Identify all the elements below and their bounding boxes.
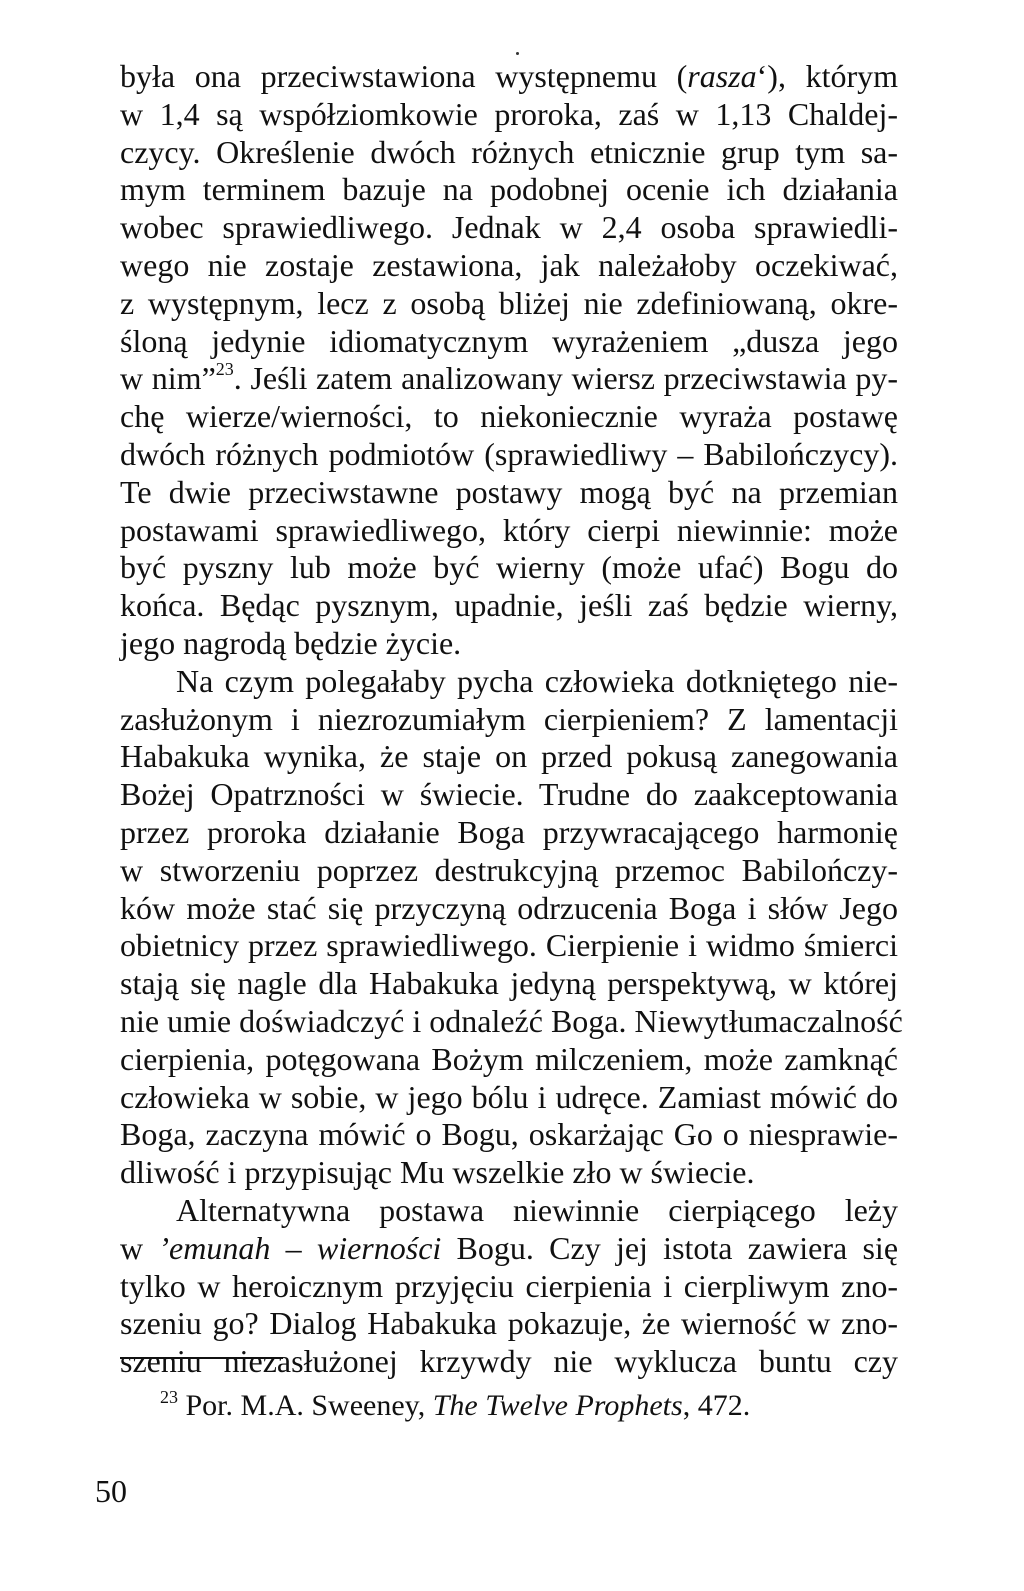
text-line: stają się nagle dla Habakuka jedyną perspektywą, w której	[120, 965, 898, 1002]
footnote	[160, 1388, 750, 1424]
print-speck	[516, 52, 519, 55]
text-line: człowieka w sobie, w jego bólu i udręce. Zamiast mówić do	[120, 1078, 898, 1115]
body-text	[120, 58, 903, 1381]
text-line: tylko w heroicznym przyjęciu cierpienia i cierpliwym zno-	[120, 1267, 898, 1304]
text-line: ków może stać się przyczyną odrzucenia Boga i słów Jego	[120, 889, 898, 926]
text-line: w ’emunah – wierności Bogu. Czy jej istota zawiera się	[120, 1229, 899, 1266]
text-line: jego nagrodą będzie życie.	[120, 624, 462, 661]
text-line: Na czym polegałaby pycha człowieka dotkniętego nie-	[176, 662, 898, 699]
text-line: Te dwie przeciwstawne postawy mogą być na przemian	[120, 473, 898, 510]
footnote-prefix: Por. M.A. Sweeney,	[185, 1389, 433, 1422]
text-line: w nim”$^{23}$. Jeśli zatem analizowany wiersz przeciwstawia py-	[120, 359, 899, 397]
text-line: mym terminem bazuje na podobnej ocenie ich działania	[120, 171, 898, 208]
text-line: nie umie doświadczyć i odnaleźć Boga. Niewytłumaczalność	[120, 1002, 903, 1039]
text-line: szeniu niezasłużonej krzywdy nie wyklucza buntu czy	[120, 1343, 898, 1380]
text-line: śloną jedynie idiomatycznym wyrażeniem „dusza jego	[120, 322, 898, 359]
footnote-suffix: , 472.	[682, 1389, 751, 1422]
text-line: obietnicy przez sprawiedliwego. Cierpienie i widmo śmierci	[120, 927, 898, 964]
text-line: Boga, zaczyna mówić o Bogu, oskarżając Go o niesprawie-	[120, 1116, 898, 1153]
text-line: przez proroka działanie Boga przywracającego harmonię	[120, 813, 898, 850]
text-line: Alternatywna postawa niewinnie cierpiącego leży	[176, 1191, 898, 1228]
text-line: wego nie zostaje zestawiona, jak należałoby oczekiwać,	[120, 246, 898, 283]
text-line: chę wierze/wierności, to niekoniecznie wyraża postawę	[120, 398, 898, 435]
text-line: dwóch różnych podmiotów (sprawiedliwy – Babilończycy).	[120, 435, 898, 472]
text-line: końca. Będąc pysznym, upadnie, jeśli zaś będzie wierny,	[120, 587, 898, 624]
footnote-separator	[120, 1357, 283, 1359]
page-number: 50	[95, 1473, 127, 1509]
footnote-reference: 23	[215, 359, 234, 380]
text-line: Habakuka wynika, że staje on przed pokusą zanegowania	[120, 738, 898, 775]
footnote-title: The Twelve Prophets	[432, 1389, 683, 1422]
text-line: z występnym, lecz z osobą bliżej nie zdefiniowaną, okre-	[120, 284, 898, 321]
text-line: w stworzeniu poprzez destrukcyjną przemoc Babilończy-	[120, 851, 898, 888]
footnote-number: 23	[160, 1387, 178, 1407]
text-line: dliwość i przypisując Mu wszelkie zło w świecie.	[120, 1154, 755, 1191]
text-line: wobec sprawiedliwego. Jednak w 2,4 osoba sprawiedli-	[120, 209, 898, 246]
text-line: postawami sprawiedliwego, który cierpi niewinnie: może	[120, 511, 898, 548]
text-line: zasłużonym i niezrozumiałym cierpieniem? Z lamentacji	[120, 700, 898, 737]
text-line: być pyszny lub może być wierny (może ufać) Bogu do	[120, 549, 898, 586]
text-line: Bożej Opatrzności w świecie. Trudne do zaakceptowania	[120, 776, 898, 813]
text-line: czycy. Określenie dwóch różnych etnicznie grup tym sa-	[120, 133, 898, 170]
text-line: była ona przeciwstawiona występnemu (rasza‘), którym	[120, 58, 899, 94]
text-line: w 1,4 są współziomkowie proroka, zaś w 1,13 Chaldej-	[120, 95, 898, 132]
text-line: szeniu go? Dialog Habakuka pokazuje, że wierność w zno-	[120, 1305, 898, 1342]
text-line: cierpienia, potęgowana Bożym milczeniem, może zamknąć	[120, 1040, 898, 1077]
